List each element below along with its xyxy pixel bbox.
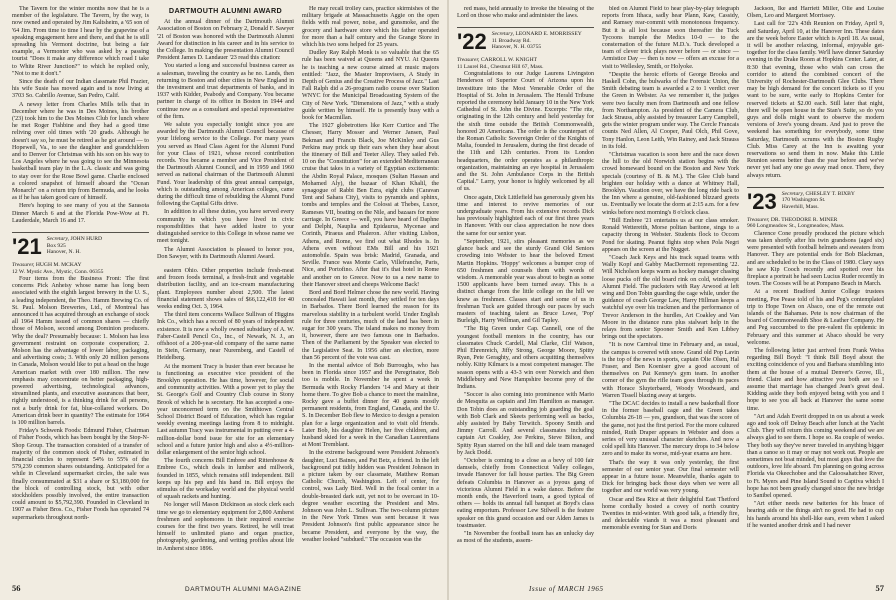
paragraph: bled on Alumni Field to hear play-by-play telegraph reports from Ithaca, sadly hear Plann, Kaw, Cassidy, and Ramsey rear-commit with monotonous frequency. But it is all lost because soon thereafter the Tuck Tycoons trample the Medics 10-0 — to the consternation of the future M.D.'s. Tuck developed a team of clever trick plays never before — or since — Armistice Day — then is now — offers an excuse for a visit to Wellesley, Smith, or Holyoke.	[602, 6, 739, 70]
running-head: DARTMOUTH ALUMNI MAGAZINE	[185, 586, 302, 593]
paragraph: "Art and Adah Everit dropped in on us about a week ago and took off Delray Beach after lunch at the Yacht Club. They will return this coming weekend and we are always glad to see them. I hope so. Ra couple of weeks. They both say they've never traveled in anything bigger than a canoe so it may or may not work out. People are sometimes not boat minded, but most guys that love the outdoors, love life aboard. I'm planning on going across Florida via Okeechobee and the Caloosahatchee River, to Ft. Myers and Pine Island Sound to Captiva which I hope has not been greatly changed since the new bridge to Sanibel opened.	[747, 413, 884, 499]
paragraph: At the moment Tracy is busier than ever because he is functioning as executive vice president of the Brooklyn operation. He has time, however, for social and community activities. With a power yet to play the St. George's Golf and Country Club course in Stony Brook of which he is secretary. He has accepted a one-year unconcerned term on the Smithtown Central School District Board of Education, which has regular weekly evening meetings lasting from 8 to midnight. Last autumn Tracy was instrumental in putting over a 4-million-dollar bond issue for site for an elementary school and a future junior high and also a 4½-million-dollar enlargement of the senior high school.	[157, 363, 294, 456]
secretary-address-2: Hanover, N. H. 03755	[491, 44, 542, 51]
paragraph: Clarence Cone proudly produced the picture which was taken shortly after his twin grandsons (aged six) were presented with football helmets and sweaters from Hanover. They are potential ends for Bob Blackman, and are scheduled to be in the Class of 1980. Clary says he saw Kip Cooch recently and spotted over his fireplace a portrait he had seen Lucius Ruder recently in town. The Cooses will be at Pompano Beach in March.	[747, 230, 884, 288]
running-head: Issue of MARCH 1965	[529, 585, 604, 593]
paragraph: Last call for '22's 43th Reunion on Friday, April 9, and Saturday, April 10, at the Hanover Inn. These dates are the week before Easter which is April 18. As usual, it will be another relaxing, informal, enjoyable get-together for the class family. We'll have dinner Saturday evening in the Drake Room at Hopkins Center. Later, at 8:30 that evening, those who wish can cross the corridor to attend the combined concert of the University of Rochester-Dartmouth Glee Clubs. There may be high demand for the concert tickets so if you want to be sure, write early to Hopkins Center for reserved tickets at $2.00 each. Still later that night, there will be open house in the Stan's Suite, so do you guys and dolls might want to observe the modern versions of Jove's young dream. And just to prove the weekend has something for everybody, some time Saturday, Dartmouth scrums with the Boston Rugby Club. Miss Carey at the Inn is awaiting your reservations so send them in now. Make this Little Reunion seems better than the year before and we've never yet had any one go away mad once. There, they always return.	[747, 21, 884, 179]
right-page	[449, 0, 896, 600]
class-secretary-info: Secretary, CHESLEY T. BIXBY 170 Washington St. Haverhill, Mass.	[781, 190, 855, 210]
paragraph: eastern Ohio. Other properties include fresh-meat and frozen foods terminal, a fresh-fruit and vegetable distribution facility, and an ice-cream manufacturing plant. Employees number about 2,500. The latest financial statement shows sales of $66,122,418 for 40 weeks ending Oct. 3, 1964.	[157, 267, 294, 310]
class-year: '22	[457, 29, 487, 55]
paragraph: A newsy letter from Charles Mills tells that in December where he was in Des Moines, his brother ('23) took him to the Des Moines Club for lunch where he met Roger Fishbine and they had a good time reliving over old times with '20 grads. Although he doesn't say so, he must be retired as he got around — to Hopewell, Va., to see the daughter and grandchildren and to Denver for Christmas with his son on his way to Los Angeles where he was going to see the Minnesota basketball team play in the L.A. classic and was going to stay over for the Rose Bowl game. Charlie enclosed a colored snapshot of himself aboard the "Ocean Monarch" on a return trip from Bermuda, and he looks as if he has taken good care of himself.	[12, 101, 149, 202]
class-treasurer: Treasurer, HUGH M. MCKAY 12 W. Mystic Ave., Mystic, Conn. 06355	[12, 262, 104, 275]
paragraph: "Christmas vacation is soon here and the race down the hill to the old Norwich station begins with the crowd homeward bound on the Boston and New York specials (courtesy of B. & M.). The Glee Club band brighten our holiday with a dance at Whitney Hall, Brooklyn. Vacation over, we have the long ride back to the Inn where a genuine, old-fashioned blizzard greets us. Eventually we locate the dorm at 2:15 a.m. for a few winks before next morning's 8 o'clock class.	[602, 152, 739, 216]
paragraph: In the extreme background were President Johnson's daughter, Luci Baines, and Pat Betz, a friend. In the left background put tidily hidden was President Johnson in a picture taken by our classmate, Matthew Roman Catholic Church, Washington. Left of center, for control, was Lady Bird. Well in the focal center in a double-breasted dark suit, yet not to be overcast in 10-degree weather escorting the President and Mrs. Johnson was John L. Sullivan. The two-column picture in the New York Times was sent because it was President Johnson's first public appearance since he became President, and everyone by the way, the weather looked "subdued." The occasion was the	[302, 450, 439, 543]
paragraph: Bord and Bord Helmer chose the new world. Having concealed Hawaii last month, they settled for ten days in Barbados. There Bord learned the reason for its marvelous stability in a turbulent world. Under English rule for three centuries, much of the land has been in sugar for 300 years. The island makes no money from it, however, there are two famous one in Barbados. Then of the Parliament by the Speaker was elected to the Legislative Seat. In 1956 after an election, more than 56 percent of the vote was cast.	[302, 289, 439, 361]
paragraph: The third item concerns Wallace Sullivan of Higgins Ink Co., which has a record of 80 years of independent existence. It is now a wholly owned subsidiary of A. W. Faber-Castell Pencil Co., Inc., of Newark, N. J., an offshoot of a 200-year-old company of the same name in Stein, Germany, near Nuremberg, and Castell of Heidelberg.	[157, 312, 294, 362]
class-1921-header	[12, 232, 149, 258]
paragraph: Jackson, Ike and Harriett Miller, Olie and Louise Olsen, Leo and Margaret Morrissey.	[747, 6, 884, 20]
right-page-columns	[457, 6, 884, 578]
paragraph: "Art either needs new batteries for his brace of hearing aids or the things ain't no good. He had to cup his hands around his shell-like ears, even when I asked if he wanted another drink and I had never	[747, 501, 884, 529]
class-1922-header	[457, 27, 594, 53]
paragraph: "The DCAC decides to install a new basketball floor in the former baseball cage and the Green takes Columbia 26-18 — yes, grandson, that was the score of the game, not just the first period. For the more cultured minded, Ruth Draper appears in Webster and does a series of very unusual character sketches. And now a cold spell hits Hanover. The mercury drops to 34 below zero and to make its worse, mid-year exams are here.	[602, 400, 739, 458]
paragraph: "In November the football team has an unlucky day as most of the students, assem-	[457, 531, 594, 545]
secretary-address-1: Box 925	[46, 242, 66, 249]
secretary-address-2: Haverhill, Mass.	[781, 203, 819, 210]
class-1923-header	[747, 187, 884, 213]
paragraph: At the annual dinner of the Dartmouth Alumni Association of Boston on February 2, Donald F. Sawyer '21 of Boston was honored with the Dartmouth Alumni Award for distinction in his career and in his service to the College. In making the presentation Alumni Council President James D. Landauer '23 read this citation:	[157, 19, 294, 62]
left-column-2	[157, 6, 294, 578]
paragraph: At a recent Bradford Junior College trustees meeting, Poe Pease told of his and Peg's contemplated trip to Hope Town on Abaco, one of the remote out islands of the Bahamas. Pete is now chairman of the board of Commonwealth Shoe & Leather Company. He and Peg succumbed to the pre-valent flu epidemic in February and this summer at Abaco should be very welcome.	[747, 289, 884, 346]
class-year: '23	[747, 188, 777, 214]
secretary-name: JOHN HURD	[70, 236, 102, 243]
class-treasurer: Treasurer, CARROLL W. KNIGHT 11 Laurel Rd., Chestnut Hill 67, Mass.	[457, 57, 544, 70]
right-column-2	[602, 6, 739, 578]
class-year: '21	[12, 234, 42, 260]
paragraph: The Alumni Association is pleased to honor you, Don Sawyer, with its Dartmouth Alumni Award.	[157, 246, 294, 260]
secretary-address-2: Hanover, N. H.	[46, 248, 81, 255]
paragraph: Oscar and Bea Rice at their delightful East Thetford home cordially hosted a covey of north country Twenties in mid-winter. With good talk, a friendly fire, and delectable viands it was a most pleasant and memorable evening for Stan and Doris	[602, 496, 739, 532]
paragraph: Congratulations to our Judge Laurens Livingston Henderson of Superior Court of Arizona upon his investiture into the Most Venerable Order of the Hospital of St. John in Jerusalem. The Herald Tribune reported the ceremony held January 10 in the New York Cathedral of St. John the Divine. Excerpts: "The rite, originating in the 12th century and held yesterday for the sixth time outside the British Commonwealth, honored 20 Americans. The order is the counterpart of the Roman Catholic Sovereign Order of the Knights of Malta, founded in Jerusalem, during the first decade of the 11th and 12th centuries. From its London headquarters, the order operates as a philanthropic organization, maintaining an eye hospital in Jerusalem and the St. John Ambulance Corps in the British Capital." Larry, your honor is highly welcomed by all of us.	[457, 71, 594, 193]
paragraph: In the mental advice of Bob Burroughs, who has been in Florida since 1957 and the Peregrinator, Bob too is mobile. In November he spent a week in Bermuda with Rocky Flanders '14 and Mary at their home there. To give Bob a chance to meet the mainline, Rocky gave a buffet dinner for 40 guests mostly permanent residents, from England, Canada, and the U. S. In December Bob flew to Mexico to design a pension plan for a large organization and to visit old friends. Later Bob, his daughter Helen, her five children, and husband skied for a week in the Canadian Laurentians at Mont Tremblant.	[302, 362, 439, 449]
paragraph: We salute you especially tonight since you are awarded by the Dartmouth Alumni Council because of your lifelong service to the College. For many years you served as Head Class Agent for the Alumni Fund for your Class of 1921, whose record contribution records. You became a member and Vice President of the Dartmouth Alumni Council, and in 1959 and 1960 served as national chairman of the Dartmouth Alumni Fund. Your leadership of this great annual campaign, which is outstanding among American colleges, came during the difficult time of rebuilding the Alumni Fund following the Capital Gifts drive.	[157, 122, 294, 208]
class-treasurer: Treasurer, DR. THEODORE R. MINER 960 Longmeadow St., Longmeadow, Mass.	[747, 216, 845, 230]
secretary-address-1: 11 Broadway Rd.	[491, 37, 531, 44]
left-footer	[0, 581, 447, 593]
paragraph: "Coach Jack Keys and his track squad teams with Wally Kopf and Gabby MacDermott representing '22. Will Nicholson keeps warm as hockey manager chasing loose pucks off the old board rink on cold, windswept Alumni Field. The pucksters with Ray Arwood at left wing and Don Tobin guarding the cage while, under the guidance of coach George Law, Harry Hillman keeps a watchful eye over his trackmen and the performance of Trevor Anderson in the hurdles, Art Coakley and Van Moore in the distance runs plus stalwart help in the relays from senior Spooner Smith and Ken Libbey brings out the spectators.	[602, 254, 739, 341]
paragraph: In addition to all these duties, you have served every community in which you have lived in civic responsibilities that have added lustre to your distinguished service to this College in whose name we meet tonight.	[157, 209, 294, 245]
left-column-1	[12, 6, 149, 578]
paragraph: "Despite the heroic efforts of George Brooks and Haskell Cohn, the bulwarks of the Forensic Union, the Smith debating team is awarded a 2 to 1 verdict over the Green in Webster. As we remember it, the judges were two faculty men from Dartmouth and one fellow from Northampton. As president of the Camera Club, Jack Strauss, ably assisted by treasurer Larry Campbell, gets the winter program under way. The Cercle Francais counts Ned Allen, Al Cooper, Paul Olch, Phil Gove, Tony Hanlon, Leon Leith, Win Rainey, and Jack Strauss in its fold.	[602, 71, 739, 150]
paragraph: The following letter just arrived from Frank Weiss regarding Bill Boyd: "I think Bill Boyd about the exciting coincidence of you and Barbara stumbling into them at the house of a mutual Denver's Grove, Ill., friend. Claire and how attractive you both are so I assume that marriage has changed Jean's great deal. Kidding aside they both enjoyed being with you and I hope to see you all back at Hanover the same some time.	[747, 347, 884, 412]
secretary-name: CHESLEY T. BIXBY	[805, 190, 855, 197]
paragraph: "Soccer is also coming into prominence with Mario de Mesquita as captain and Jim Hamilton as manager. Don Tobin does an outstanding job guarding the goal with Bob Clark and Skeets performing well as backs, ably assisted by Baby Terwitch. Spoony Smith and Jimmy Carroll. And several classmates including captain Art Coakley, Joe Perkins, Steve Bilton, and Spitty Ryan starred on the hill and dale team managed by Jack Dodd.	[457, 392, 594, 456]
award-heading: DARTMOUTH ALUMNI AWARD	[168, 6, 283, 15]
paragraph: The Tavern for the winter months now that he is a member of the legislature. The Tavern, by the way, is now owned and operated by Jim Kaltsheim, a '65 son of '64 Jim. From time to time I hear by the grapevine of a speaking engagement here and there, and that he is still spreading his Vermont doctrine, but being a fair example, a Vermonter who was asked by a passing tourist "Does it make any difference which road I take to White River Junction?" to which he replied only, "Not to me it don't."	[12, 6, 149, 77]
paragraph: That's the way it was only yesterday, the first semester of our senior year. Our final semester will appear in a future issue. Meanwhile, thanks again to Dick for bringing back those days when we were all together and our world was very young.	[602, 459, 739, 495]
left-page	[0, 0, 447, 600]
class-secretary-info: Secretary, LEONARD E. MORRISSEY 11 Broadway Rd. Hanover, N. H. 03755	[491, 31, 582, 51]
paragraph: No longer will Mason Dickinson as stock clerk each time we go to elementary equipment for 2,800 Amherst freshmen and sophomores in their required exercise courses for the first two years. Retired, he will treat himself to unlimited piano and organ practice, photography, gardening, and writing profiles about life in Amherst since 1896.	[157, 502, 294, 552]
right-column-3	[747, 6, 884, 578]
paragraph: The fourth concerns Bill Embree and Rittenhouse & Embree Co., which deals in lumber and millwork, founded in 1855, which remains still independent. Bill keeps up his pep and his hand in. Bill enjoys the stimulus of the workaday world and the physical world of squash rackets and hunting.	[157, 458, 294, 501]
paragraph: "Bill Embree '21 entertains us at our class smoker. Ronald Wettereith, Morse politan baritone, sings to a capacity throng in Webster. Students flock to Occom Pond for skating. Peanut fights stop when Pola Negri appears on the screen at the Nugget.	[602, 217, 739, 253]
paragraph: He may recall trolley cars, practice skirmishes of the military brigade at Massachusetts Aggie on the open fields with real power, noise, and gunsmoke, and the grocery and hardware store which his father operated for more than a half century and the Grange Store in which his two sons helped for 25 years.	[302, 6, 439, 49]
paragraph: You started a long and successful business career as a salesman, traveling the country as he no. Lands, then returning to Boston and other cities in New England in the investment and trust departments of banks, and in 1937 with Kidder, Peabody and Company. You became partner in charge of its office in Boston in 1944 and continue now as a consultant and special representative of the firm.	[157, 63, 294, 120]
paragraph: Once again, Dick Littlefield has generously given his time and interest to revive memories of our undergraduate years. From his extensive records Dick has previously highlighted each of our first three years in Hanover. With our class appreciation he now does the same for our senior year.	[457, 194, 594, 237]
paragraph: Here's hoping to see many of you at the Sarasota Dinner March 6 and at the Florida Pow-Wow at Ft. Lauderdale, March 16 and 17.	[12, 203, 149, 224]
right-column-1	[457, 6, 594, 578]
paragraph: The 1927 globetrotters like Kerr Curtice and The Chesser, Harry Mosser and Werner Jansen, Paul Bekman and Francis Black, Joe McKinley and Gus Perkins may prick up their ears when they hear about the itinerary of Bill and Teeter Alley. They sailed Feb. 10 on the "Constitution" for an extended Mediterranean cruise that takes in a variety of Egyptian excitements: the Abdin Royal Palace, mosques (Sultan Hassan and Mohamed Aly), the bazaar of Khan Khalil, the synagogue of Rabbi Ben Ezra, eight clubs (Caravan Tent and Sahara City), visits to pyramids and sphinx, tombs and temples and the Colossi at Thebes, Luxor, Rameses VII, boating on the Nile, and bazaars for more carriage. In Greece — well, you have heard of Daphne and Delphi, Nauplia and Epidaurus, Mycenae and Corinth, Piraeus and Phaleron. After visiting Lisbon, Athens, and Rome, we find out what Rhodes is. In Athens even without EMs Bill and his 1921 automobile. Spain was brisk: Madrid, Granada, and Seville. France was Monte Carlo, Villefranche, Paris, Nice, and Portofino. After that it's that hotel in Rome and another on to Greece. Now to us a new name to their Hanover street and cheeps Welcome Back!	[302, 123, 439, 288]
left-column-3	[302, 6, 439, 578]
paragraph: Dudley Ray Ralph Monk is so valuable that the 65 rule has been waived at Queens and NYU. At Queens he is teaching a new course aimed at music majors entitled: "Jazz, the Master Improvisers, A Study in Depth of Genius and the Creative Process of Jazz." Last Fall Ralph did a 26-program radio course over Station WNYC for the Municipal Broadcasting System of the City of New York. "Dimensions of Jazz," with a study guide written by himself. He is presently busy with a book for Macmillan.	[302, 50, 439, 122]
paragraph: red mass, held annually to invoke the blessing of the Lord on those who make and administer the laws.	[457, 6, 594, 20]
page-number: 57	[875, 583, 884, 593]
secretary-address-1: 170 Washington St.	[781, 197, 826, 204]
paragraph: "September, 1921, stirs pleasant memories as we glance back and see the sturdy Grand Old Seniors crowding into Webster to hear the beloved Ernest Martin Hopkins. 'Hoppy' welcomes a bumper crop of 650 freshmen and counsels them with words of wisdom. A memorable year was about to begin as some 1500 applicants have been turned away. This is a distinct change from the little college on the hill we knew as freshmen. Classes start and some of us in freshman Tuck are guided through our paces by such masters of teaching talent as Bruce Lowe, 'Pop' Burleigh, Harry Wellman, and Gil Tapley.	[457, 238, 594, 325]
right-footer	[449, 581, 896, 593]
class-secretary-info: Secretary, JOHN HURD Box 925 Hanover, N. H.	[46, 236, 102, 255]
paragraph: "It is now Carnival time in February and, as usual, the campus is covered with snow. Grand old Pop Lavin is the top of the news in sports, captain Olie Olsen, Hal Fraser, and Ben Koeniser give a good account of themselves on Pat Kenney's gym team. In another corner of the gym the rifle team goes through its paces with Horace Sluyterbaerd, Woody Woodward, and Warren Tissell blazing away at targets.	[602, 342, 739, 399]
paragraph: Four items from the Business Front: The first concerns Pick Anheisy whose name has long been associated with the eighth largest brewery in the U. S., a leading independent, the Theo. Hamm Brewing Co. of St. Paul. Molson Breweries, Ltd., of Montreal has announced it has acquired through an exchange of stock all 1964 Hamm issued of common shares — chiefly those of Molson, second among Dominion producers. Why the deal? Presumably because: 1. Molson has less government restraint on corporate cooperation; 2. Molson has the advantage of lower labor, packaging, and advertising costs; 3. With only 20 million persons in Canada, Molson would like to put a head on the huge American market with over 180 million. The new emphasis may concentrate on better packaging, high-powered advertising, technological advances, streamlined plants, and executive assurances that beer, rightly understood, is a thinking drink for all persons, not a burly drink for fat, blue-collared workers. Do American drink beer in quantity? The estimate for 1964 is 100 million barrels.	[12, 275, 149, 426]
paragraph: "October is coming to a close as a bevy of 100 fair damsels, chiefly from Connecticut Valley colleges, invade Hanover for fall house parties. The Big Green defeats Columbia in Hanover as a joyous gang of victorious Alumni Field in a wake dance. Before the month ends, the Haverford team, a good typical of others — holds its annual fall banquet at Boyd's class eating emporium. Professor Lew Stilwell is the feature speaker on this grand occasion and our Alden James is toastmaster.	[457, 457, 594, 529]
left-page-columns	[12, 6, 439, 578]
paragraph: "The Big Green under Cap. Cannell, one of the youngest football mentors in the country, has our classmates Chuck Cardell, Mal Clarke, Clif Watson, Phil Ehrenreich, Jiffy Strong, George Moore, Spitty Ryan, Pete Geraghty, and others acquitting themselves nobly. Kitty Kilmarx is a most competent manager. The season opens with a 43-3 win over Norwich and then Middlebury and New Hampshire become prey of the Indians.	[457, 326, 594, 390]
secretary-name: LEONARD E. MORRISSEY	[515, 31, 582, 38]
page-number: 56	[12, 583, 21, 593]
paragraph: Since the death of our Indian classmate Phil Frazier, his wife Susie has moved again and is now living at 3703 So. Cabrillo Avenue, San Pedro, Calif.	[12, 79, 149, 100]
paragraph: Friday's Schwenk Foods: Edmund Fisher, Chairman of Fisher Foods, which has been bought by the Stop-N-Shop Group. The transaction consisted of a transfer of majority of the common stock of Fisher, estimated in financial circles to represent 54% to 55% of the 579,239 common shares outstanding. Anticipated for a while in Cleveland supermarket circles, the sale was finally consummated at $31 a share or $3,180,000 for the block of controlling stock, but with other stockholders possibly involved, the entire transaction could amount to $5,792,390. Founded in Cleveland in 1907 as Fisher Bros. Co., Fisher Foods has operated 74 supermarkets throughout north-	[12, 428, 149, 521]
